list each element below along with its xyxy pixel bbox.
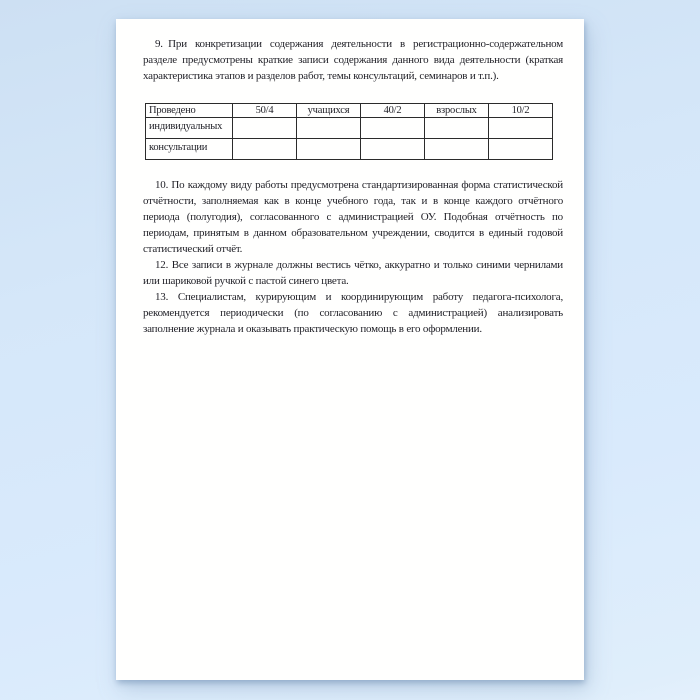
paragraph-9: 9. При конкретизации содержания деятельности в регистрационно-содержательном разделе предусмотрены краткие записи содержания данного вида деятельности (краткая характеристика этапов и разделов работ, темы консультаций, семинаров и т.п.). [143,38,563,82]
document-page [116,19,584,680]
table-header-cell-10-2: 10/2 [489,104,553,118]
table-header-cell-50-4: 50/4 [233,104,297,118]
table-header-cell-provedeno: Проведено [146,104,233,118]
table-cell [297,139,361,160]
paragraph-10: 10. По каждому виду работы предусмотрена стандартизированная форма статистической отчётности, заполняемая как в конце учебного года, так и в конце каждого отчётного периода (полугодия), согласованного с администрацией ОУ. Подобная отчётность по периодам, принятым в данном образовательном учреждении, сводится в единый годовой статистический отчёт. [143,179,563,255]
table-cell: индивидуальных [146,118,233,139]
table-header-row [146,104,553,118]
table-cell [361,118,425,139]
table-cell [233,118,297,139]
table-cell [361,139,425,160]
table-cell [425,118,489,139]
consultations-table [145,103,553,160]
table-cell [297,118,361,139]
table-cell: консультации [146,139,233,160]
table-cell [233,139,297,160]
table-header-cell-40-2: 40/2 [361,104,425,118]
table-row-individualnyh [146,118,553,139]
paragraph-12: 12. Все записи в журнале должны вестись чётко, аккуратно и только синими чернилами или шариковой ручкой с пастой синего цвета. [143,259,563,287]
page-content [116,19,584,337]
table-header-cell-uchashchihsya: учащихся [297,104,361,118]
table-header-cell-vzroslyh: взрослых [425,104,489,118]
table-cell [489,118,553,139]
table-cell [489,139,553,160]
table-row-konsultacii [146,139,553,160]
paragraph-13: 13. Специалистам, курирующим и координирующим работу педагога-психолога, рекомендуется периодически (по согласованию с администрацией) анализировать заполнение журнала и оказывать практическую помощь в его оформлении. [143,291,563,335]
table-cell [425,139,489,160]
